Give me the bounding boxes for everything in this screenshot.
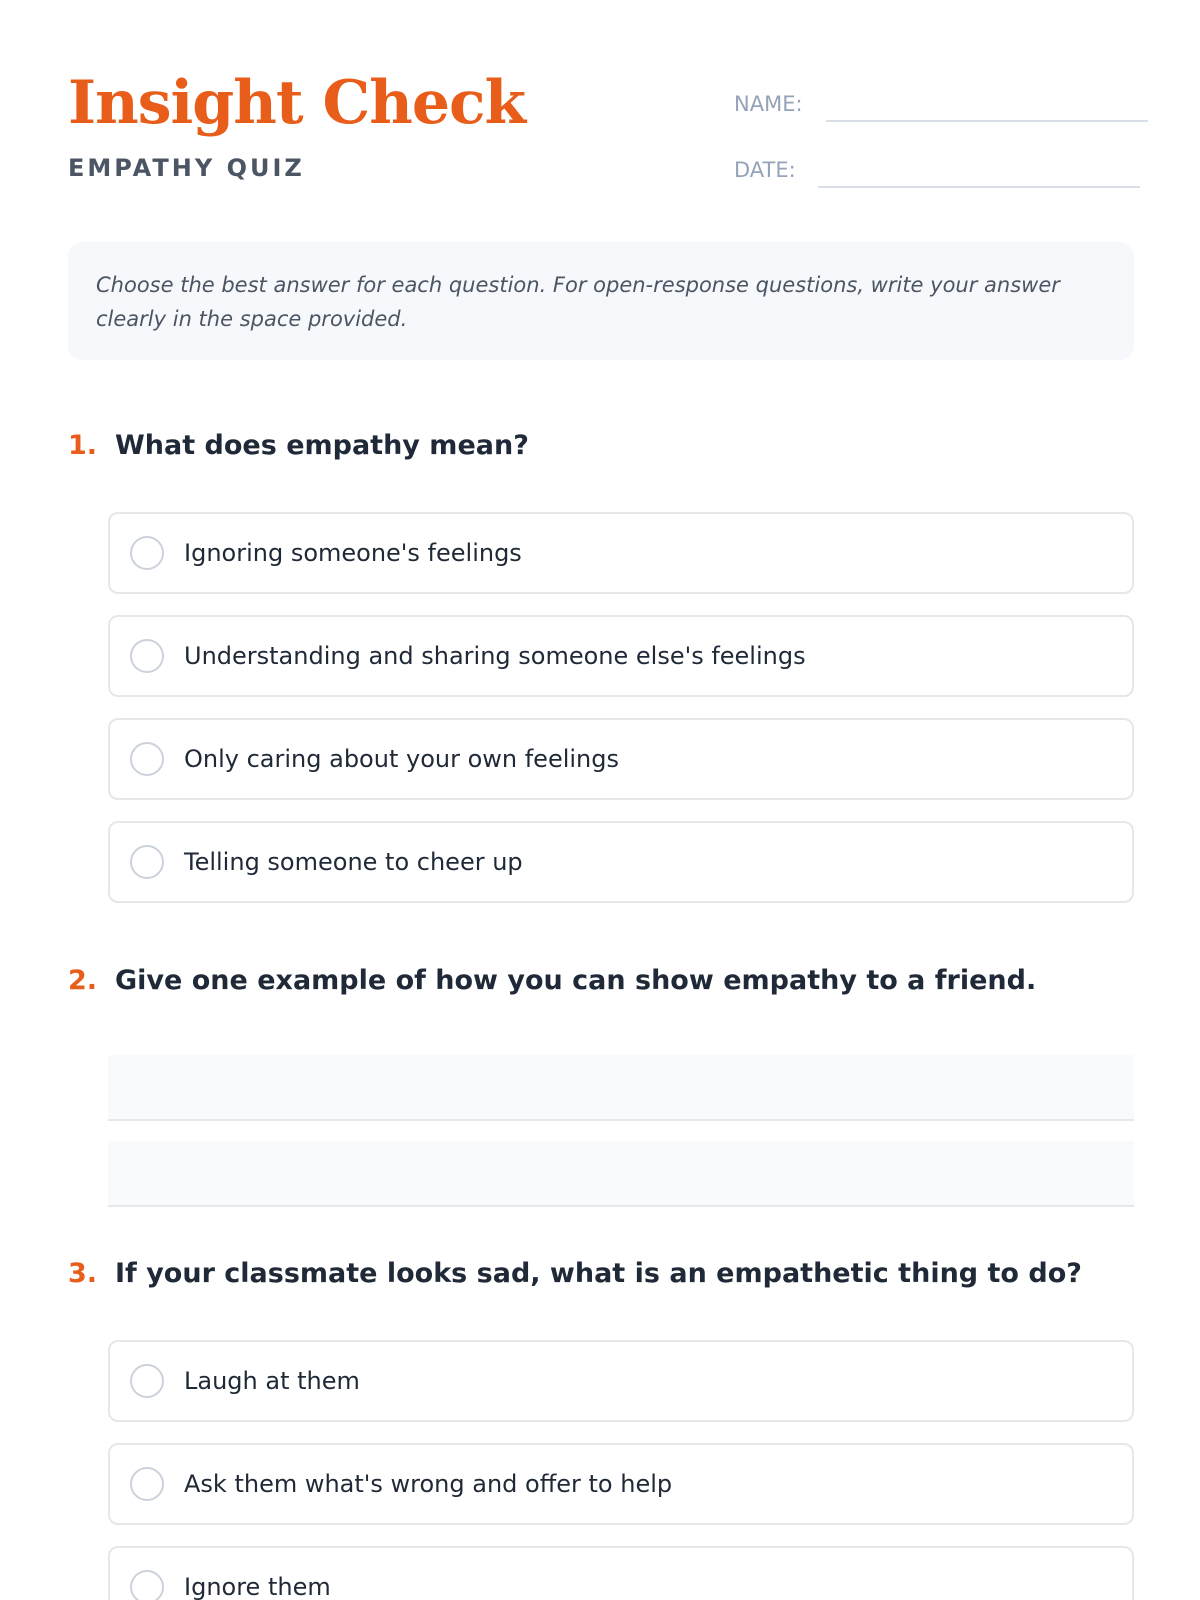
- option-label: Ignore them: [184, 1573, 331, 1600]
- radio-button[interactable]: [130, 536, 164, 570]
- question-header: [68, 965, 1134, 1005]
- answer-option[interactable]: [108, 821, 1134, 903]
- option-label: Understanding and sharing someone else's feelings: [184, 642, 806, 670]
- radio-button[interactable]: [130, 845, 164, 879]
- question-text: What does empathy mean?: [115, 430, 529, 461]
- question-number: 3.: [68, 1258, 98, 1289]
- answer-option[interactable]: [108, 512, 1134, 594]
- answer-option[interactable]: [108, 718, 1134, 800]
- question-number: 2.: [68, 965, 98, 996]
- question-1: [68, 430, 1134, 924]
- date-label: DATE:: [734, 158, 796, 182]
- answer-line[interactable]: [108, 1055, 1134, 1121]
- answer-option[interactable]: [108, 1340, 1134, 1422]
- option-label: Laugh at them: [184, 1367, 360, 1395]
- instructions-box: [68, 242, 1134, 360]
- option-label: Ask them what's wrong and offer to help: [184, 1470, 673, 1498]
- answer-textarea[interactable]: [108, 1141, 1134, 1205]
- radio-button[interactable]: [130, 639, 164, 673]
- option-label: Only caring about your own feelings: [184, 745, 619, 773]
- question-text: Give one example of how you can show empathy to a friend.: [115, 965, 1037, 996]
- option-label: Telling someone to cheer up: [184, 848, 523, 876]
- answer-option[interactable]: [108, 615, 1134, 697]
- name-label: NAME:: [734, 92, 803, 116]
- date-field: [734, 152, 1140, 188]
- worksheet-header: [68, 64, 1146, 204]
- radio-button[interactable]: [130, 1467, 164, 1501]
- question-text: If your classmate looks sad, what is an empathetic thing to do?: [115, 1258, 1082, 1289]
- question-3: [68, 1258, 1134, 1600]
- question-number: 1.: [68, 430, 98, 461]
- question-2: [68, 965, 1134, 1227]
- page-title: Insight Check: [68, 68, 526, 138]
- open-response-area: [108, 1055, 1134, 1207]
- answer-line[interactable]: [108, 1141, 1134, 1207]
- instructions-text: Choose the best answer for each question. For open-response questions, write your answer clearly in the space provided.: [96, 273, 1060, 331]
- radio-button[interactable]: [130, 742, 164, 776]
- option-label: Ignoring someone's feelings: [184, 539, 522, 567]
- answer-options: [108, 512, 1134, 903]
- answer-option[interactable]: [108, 1443, 1134, 1525]
- question-header: [68, 430, 1134, 470]
- question-header: [68, 1258, 1134, 1298]
- answer-options: [108, 1340, 1134, 1600]
- radio-button[interactable]: [130, 1364, 164, 1398]
- date-input[interactable]: [818, 152, 1140, 188]
- name-input[interactable]: [826, 86, 1148, 122]
- answer-textarea[interactable]: [108, 1055, 1134, 1119]
- answer-option[interactable]: [108, 1546, 1134, 1600]
- name-field: [734, 86, 1148, 122]
- page-subtitle: EMPATHY QUIZ: [68, 154, 305, 182]
- radio-button[interactable]: [130, 1570, 164, 1600]
